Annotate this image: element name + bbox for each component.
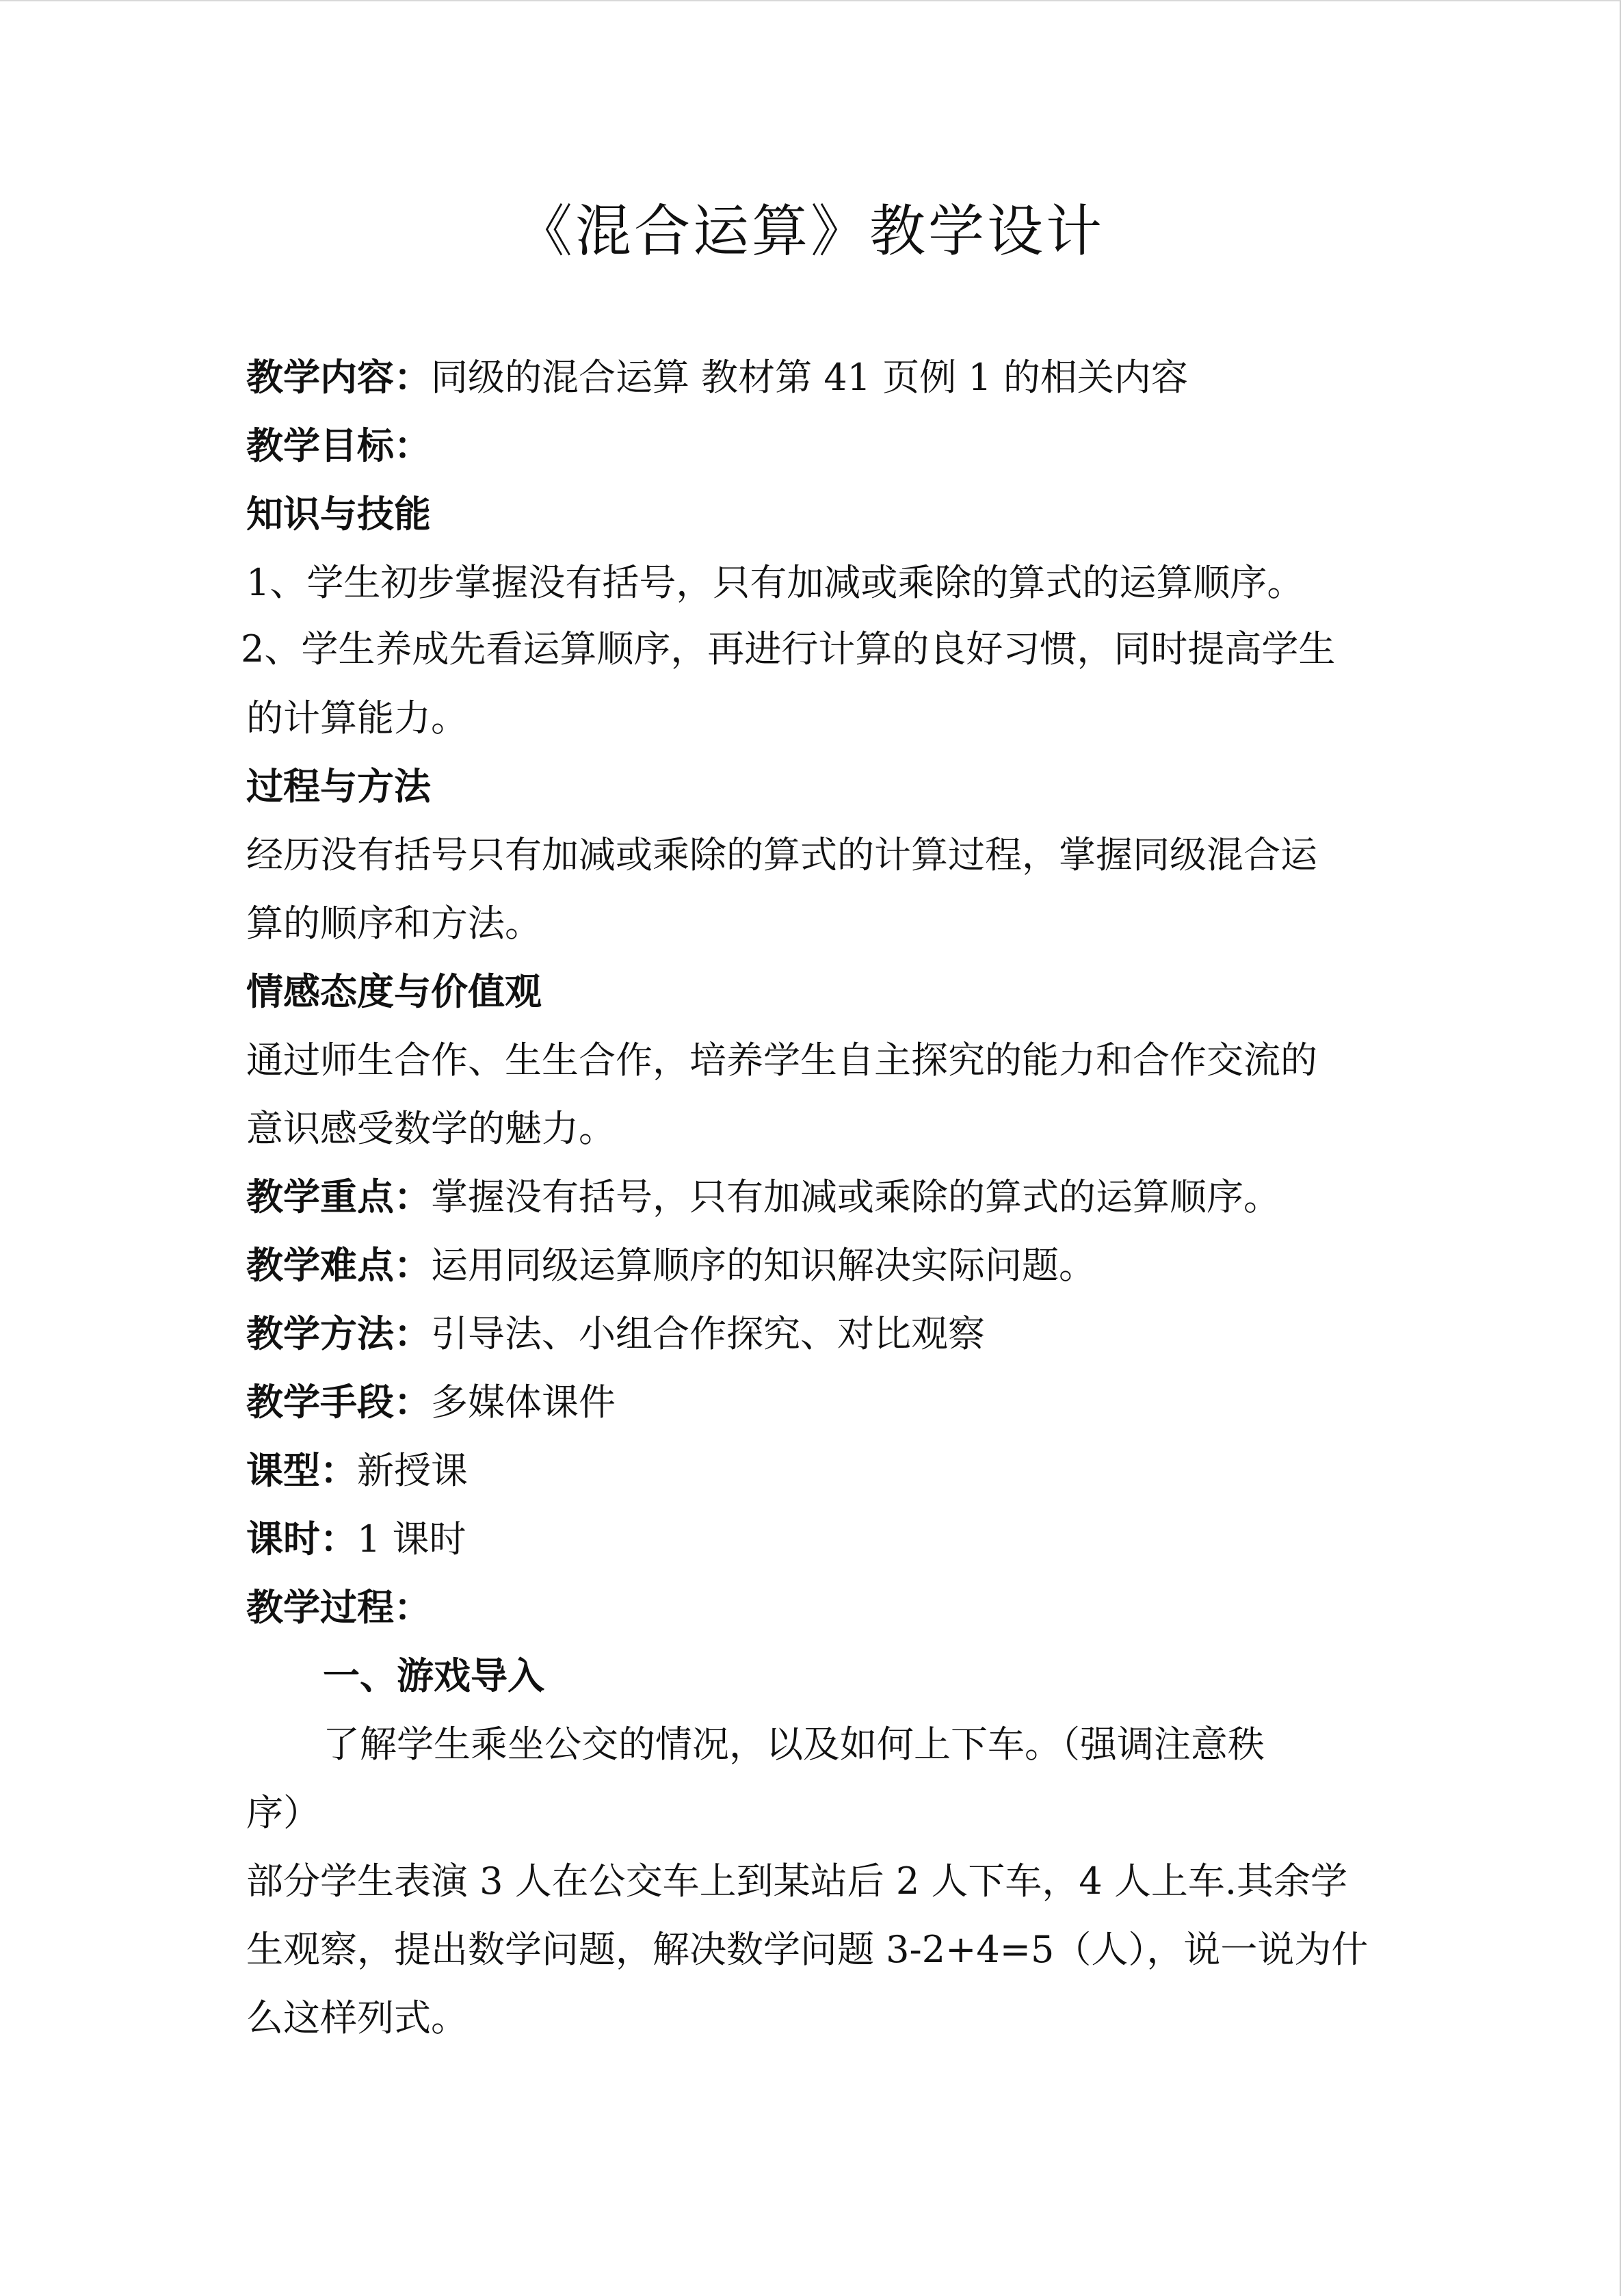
teaching-content-line: [246, 354, 1188, 402]
methods-text: 引导法、小组合作探究、对比观察: [431, 1312, 985, 1355]
difficulty-text: 运用同级运算顺序的知识解决实际问题。: [431, 1244, 1096, 1287]
key-point-line: [246, 1173, 1280, 1221]
teaching-content-label: 教学内容：: [246, 356, 431, 399]
lesson-type-line: [246, 1447, 468, 1495]
section-1-para-2-line-2: 生观察，提出数学问题，解决数学问题 3-2+4=5（人），说一说为什: [246, 1928, 1369, 1971]
class-hours-label: 课时：: [246, 1517, 357, 1561]
knowledge-item-2-line-1: 2、学生养成先看运算顺序，再进行计算的良好习惯，同时提高学生: [241, 627, 1336, 670]
difficulty-label: 教学难点：: [246, 1244, 431, 1287]
section-1-para-2-line-3: 么这样列式。: [246, 1996, 468, 2039]
section-1-para-2-line-1: 部分学生表演 3 人在公交车上到某站后 2 人下车，4 人上车.其余学: [246, 1860, 1348, 1903]
knowledge-item-2-line-2: 的计算能力。: [246, 696, 468, 740]
section-1-heading: 一、游戏导入: [323, 1654, 544, 1697]
means-label: 教学手段：: [246, 1381, 431, 1424]
process-method-line-1: 经历没有括号只有加减或乘除的算式的计算过程，掌握同级混合运: [246, 833, 1317, 876]
class-hours-text: 1 课时: [357, 1517, 466, 1561]
teaching-content-text: 同级的混合运算 教材第 41 页例 1 的相关内容: [431, 356, 1188, 399]
difficulty-line: [246, 1242, 1096, 1290]
emotion-line-2: 意识感受数学的魅力。: [246, 1107, 616, 1150]
methods-line: [246, 1310, 985, 1358]
methods-label: 教学方法：: [246, 1312, 431, 1355]
section-1-para-1-line-2: 序）: [246, 1791, 320, 1834]
knowledge-heading: 知识与技能: [246, 493, 431, 536]
process-method-heading: 过程与方法: [246, 765, 431, 808]
key-point-label: 教学重点：: [246, 1175, 431, 1218]
means-text: 多媒体课件: [431, 1381, 616, 1424]
emotion-line-1: 通过师生合作、生生合作，培养学生自主探究的能力和合作交流的: [246, 1039, 1317, 1082]
lesson-type-text: 新授课: [357, 1449, 468, 1492]
section-1-para-1-line-1: 了解学生乘坐公交的情况，以及如何上下车。（强调注意秩: [323, 1723, 1265, 1766]
objectives-label: 教学目标：: [246, 424, 431, 467]
means-line: [246, 1379, 616, 1426]
lesson-type-label: 课型：: [246, 1449, 357, 1492]
procedure-label: 教学过程：: [246, 1586, 431, 1629]
emotion-heading: 情感态度与价值观: [246, 970, 542, 1013]
class-hours-line: [246, 1515, 466, 1563]
key-point-text: 掌握没有括号，只有加减或乘除的算式的运算顺序。: [431, 1175, 1280, 1218]
page-title: 《混合运算》教学设计: [516, 199, 1105, 264]
knowledge-item-1: 1、学生初步掌握没有括号，只有加减或乘除的算式的运算顺序。: [246, 561, 1304, 604]
process-method-line-2: 算的顺序和方法。: [246, 902, 542, 945]
